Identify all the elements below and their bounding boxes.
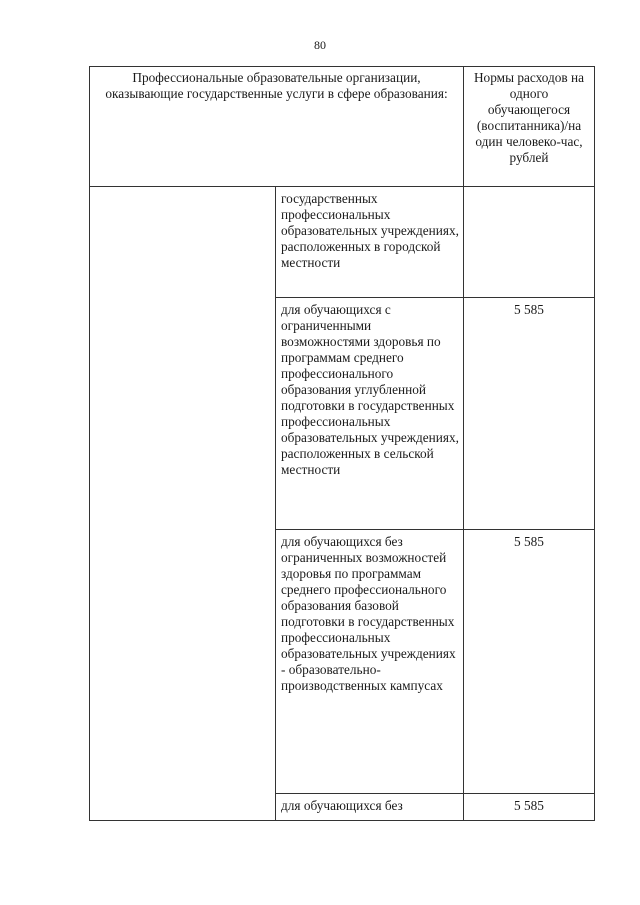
empty-category-cell (90, 187, 276, 821)
page-number: 80 (314, 38, 326, 52)
norms-table (89, 66, 595, 821)
row-value: 5 585 (464, 794, 595, 821)
header-norms: Нормы расходов на одного обучающегося (воспитанника)/на один человеко-час, рублей (464, 67, 595, 187)
row-description: для обучающихся без (276, 794, 464, 821)
table-header-row (90, 67, 595, 187)
row-value: 5 585 (464, 298, 595, 530)
row-value (464, 187, 595, 298)
table-row (90, 187, 595, 298)
row-description: для обучающихся без ограниченных возможностей здоровья по программам среднего профессионального образования базовой подготовки в государственных профессиональных образовательных учреждениях - образовательно-производственных кампусах (276, 530, 464, 794)
header-organizations: Профессиональные образовательные организации, оказывающие государственные услуги в сфере образования: (90, 67, 464, 187)
row-value: 5 585 (464, 530, 595, 794)
row-description: государственных профессиональных образовательных учреждениях, расположенных в городской местности (276, 187, 464, 298)
row-description: для обучающихся с ограниченными возможностями здоровья по программам среднего профессионального образования углубленной подготовки в государственных профессиональных образовательных учреждениях, расположенных в сельской местности (276, 298, 464, 530)
